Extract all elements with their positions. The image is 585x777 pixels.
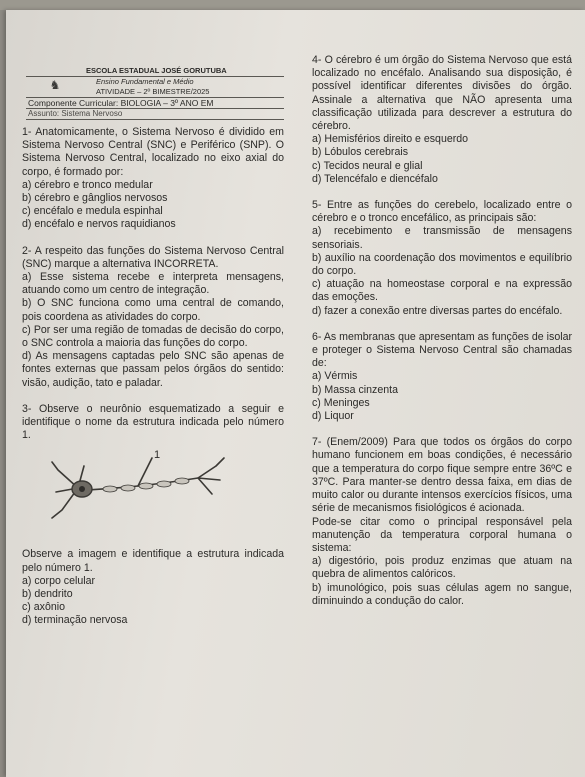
question-3-option-d: d) terminação nervosa <box>22 614 128 627</box>
question-2-option-a: a) Esse sistema recebe e interpreta mensagens, atuando como um centro de integração. <box>22 271 284 297</box>
worksheet-page <box>6 10 585 777</box>
question-6-option-b: b) Massa cinzenta <box>312 383 398 396</box>
question-4-option-a: a) Hemisférios direito e esquerdo <box>312 133 469 146</box>
background-strip <box>0 0 585 10</box>
question-5-option-a: a) recebimento e transmissão de mensagens sensoriais. <box>312 225 572 251</box>
right-column <box>312 54 572 608</box>
question-3-stem: 3- Observe o neurônio esquematizado a seguir e identifique o nome da estrutura indicada pelo número 1. <box>22 402 284 442</box>
question-2-stem: 2- A respeito das funções do Sistema Nervoso Central (SNC) marque a alternativa INCORRETA. <box>22 244 284 270</box>
question-4-option-c: c) Tecidos neural e glial <box>312 159 423 172</box>
question-7-stem: 7- (Enem/2009) Para que todos os órgãos do corpo humano funcionem em boas condições, é necessário que a temperatura do corpo fique sempre entre 36ºC e 37ºC. Para manter-se dentro dessa faixa, em dias de muito calor ou durante intensos exercícios físicos, uma série de mecanismos fisiológicos é acionada. <box>312 436 572 515</box>
question-4-option-d: d) Telencéfalo e diencéfalo <box>312 172 438 185</box>
question-3-prompt: Observe a imagem e identifique a estrutura indicada pelo número 1. <box>22 548 284 574</box>
question-1-stem: 1- Anatomicamente, o Sistema Nervoso é dividido em Sistema Nervoso Central (SNC) e Periférico (SNP). O Sistema Nervoso Central, localizado no eixo axial do corpo, é formado por: <box>22 126 284 178</box>
question-2-option-b: b) O SNC funciona como uma central de comando, pois coordena as atividades do corpo. <box>22 297 284 323</box>
question-5-stem: 5- Entre as funções do cerebelo, localizado entre o cérebro e o tronco encefálico, as principais são: <box>312 199 572 225</box>
question-7-option-a: a) digestório, pois produz enzimas que atuam na quebra de alimentos calóricos. <box>312 555 572 581</box>
question-1-option-d: d) encéfalo e nervos raquidianos <box>22 218 176 231</box>
question-5-option-c: c) atuação na homeostase corporal e na expressão das emoções. <box>312 278 572 304</box>
school-name: ESCOLA ESTADUAL JOSÉ GORUTUBA <box>26 66 284 77</box>
question-6-option-d: d) Liquor <box>312 410 354 423</box>
neuron-diagram <box>48 448 248 548</box>
question-4-option-b: b) Lóbulos cerebrais <box>312 146 408 159</box>
question-2-option-d: d) As mensagens captadas pelo SNC são apenas de fontes externas que passam pelos órgãos do sentido: visão, audição, tato e paladar. <box>22 350 284 389</box>
activity-label: ATIVIDADE – 2º BIMESTRE/2025 <box>26 87 284 98</box>
question-6-stem: 6- As membranas que apresentam as funções de isolar e proteger o Sistema Nervoso Central são chamadas de: <box>312 330 572 370</box>
school-level: Ensino Fundamental e Médio <box>96 77 194 86</box>
question-1-option-c: c) encéfalo e medula espinhal <box>22 205 163 218</box>
figure-label-1: 1 <box>154 449 161 462</box>
question-5-option-b: b) auxílio na coordenação dos movimentos e equilíbrio do corpo. <box>312 251 572 278</box>
left-column <box>22 126 284 628</box>
subject-label: Assunto: Sistema Nervoso <box>26 109 284 120</box>
question-3-option-a: a) corpo celular <box>22 574 96 587</box>
question-3-option-b: b) dendrito <box>22 588 73 601</box>
question-1-option-b: b) cérebro e gânglios nervosos <box>22 192 168 205</box>
school-logo-icon: ♞ <box>49 78 61 92</box>
question-2-option-c: c) Por ser uma região de tomadas de decisão do corpo, o SNC controla a maioria das funções do corpo. <box>22 323 284 350</box>
question-1-option-a: a) cérebro e tronco medular <box>22 178 153 191</box>
curricular-component: Componente Curricular: BIOLOGIA – 3º ANO EM <box>26 98 284 109</box>
question-7-option-b: b) imunológico, pois suas células agem no sangue, diminuindo a condução do calor. <box>312 581 572 607</box>
question-6-option-a: a) Vérmis <box>312 370 358 383</box>
question-3-option-c: c) axônio <box>22 601 65 614</box>
question-7-stem-continued: Pode-se citar como o principal responsável pela manutenção da temperatura corporal humana o sistema: <box>312 515 572 554</box>
question-4-stem: 4- O cérebro é um órgão do Sistema Nervoso que está localizado no encéfalo. Analisando sua disposição, é possível identificar diferentes divisões do órgão. Assinale a alternativa que NÃO apresenta uma classificação utilizada para descrever a estrutura do cérebro. <box>312 54 572 133</box>
school-header <box>26 66 284 130</box>
question-5-option-d: d) fazer a conexão entre diversas partes do encéfalo. <box>312 304 563 317</box>
question-6-option-c: c) Meninges <box>312 396 370 409</box>
